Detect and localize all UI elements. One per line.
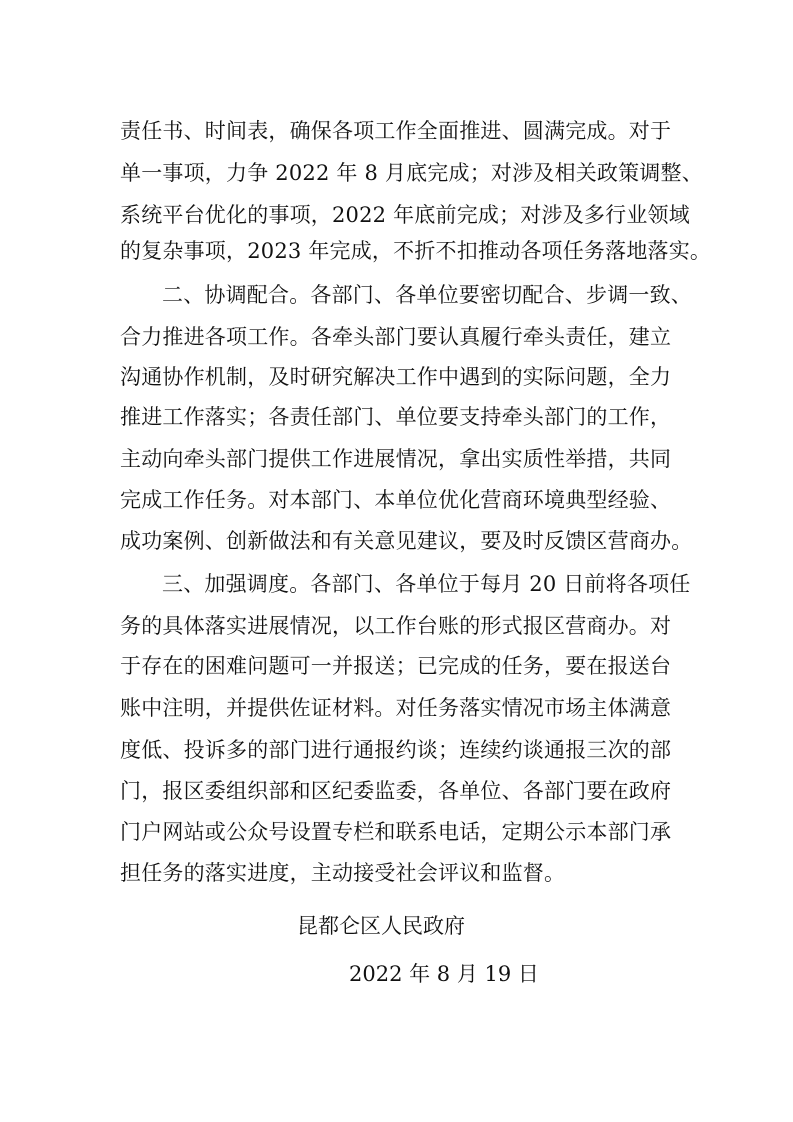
body-text-line: 主动向牵头部门提供工作进展情况，拿出实质性举措，共同 bbox=[120, 447, 672, 471]
body-text-line: 完成工作任务。对本部门、本单位优化营商环境典型经验、 bbox=[120, 488, 672, 512]
body-text-line: 门，报区委组织部和区纪委监委，各单位、各部门要在政府 bbox=[120, 779, 672, 803]
paragraph-2-start: 二、协调配合。各部门、各单位要密切配合、步调一致、 bbox=[162, 283, 692, 307]
body-text-line: 沟通协作机制，及时研究解决工作中遇到的实际问题，全力 bbox=[120, 365, 672, 389]
body-text-line: 门户网站或公众号设置专栏和联系电话，定期公示本部门承 bbox=[120, 820, 672, 844]
body-text-line: 推进工作落实；各责任部门、单位要支持牵头部门的工作， bbox=[120, 405, 672, 429]
body-text-line: 单一事项，力争 2022 年 8 月底完成；对涉及相关政策调整、 bbox=[120, 161, 703, 185]
body-text-line: 责任书、时间表，确保各项工作全面推进、圆满完成。对于 bbox=[120, 119, 672, 143]
body-text-line: 度低、投诉多的部门进行通报约谈；连续约谈通报三次的部 bbox=[120, 738, 672, 762]
body-text-line: 成功案例、创新做法和有关意见建议，要及时反馈区营商办。 bbox=[120, 529, 693, 553]
paragraph-3-start: 三、加强调度。各部门、各单位于每月 20 日前将各项任 bbox=[162, 572, 691, 596]
body-text-line: 于存在的困难问题可一并报送；已完成的任务，要在报送台 bbox=[120, 654, 672, 678]
body-text-line: 担任务的落实进度，主动接受社会评议和监督。 bbox=[120, 861, 566, 885]
body-text-line: 账中注明，并提供佐证材料。对任务落实情况市场主体满意 bbox=[120, 696, 672, 720]
signature-date: 2022 年 8 月 19 日 bbox=[349, 962, 539, 986]
body-text-line: 系统平台优化的事项，2022 年底前完成；对涉及多行业领域 bbox=[120, 203, 690, 227]
signature-organization: 昆都仑区人民政府 bbox=[297, 914, 465, 938]
body-text-line: 的复杂事项，2023 年完成，不折不扣推动各项任务落地落实。 bbox=[120, 239, 712, 263]
body-text-line: 合力推进各项工作。各牵头部门要认真履行牵头责任，建立 bbox=[120, 325, 672, 349]
body-text-line: 务的具体落实进展情况，以工作台账的形式报区营商办。对 bbox=[120, 614, 672, 638]
